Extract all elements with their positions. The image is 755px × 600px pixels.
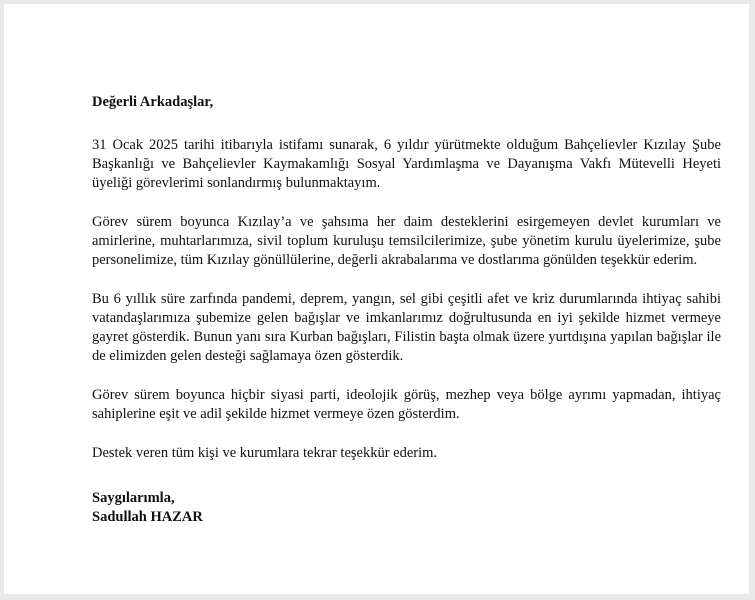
signature-name: Sadullah HAZAR — [92, 509, 203, 525]
paragraph-thanks: Görev sürem boyunca Kızılay’a ve şahsıma her daim desteklerini esirgemeyen devlet kurumları ve amirlerine, muhtarlarımıza, sivil toplum kuruluşu temsilcilerimize, şube yönetim kurulu üyelerimize, şube personelimize, tüm Kızılay gönüllülerine, değerli akrabalarıma ve dostlarıma gönülden teşekkür ederim. — [92, 214, 721, 268]
letter-greeting: Değerli Arkadaşlar, — [92, 94, 214, 110]
paragraph-impartiality: Görev sürem boyunca hiçbir siyasi parti, ideolojik görüş, mezhep veya bölge ayrımı yapmadan, ihtiyaç sahiplerine eşit ve adil şekilde hizmet vermeye özen gösterdim. — [92, 387, 721, 422]
paragraph-final-thanks: Destek veren tüm kişi ve kurumlara tekrar teşekkür ederim. — [92, 445, 438, 461]
signoff-block — [92, 489, 721, 527]
paragraph-resignation: 31 Ocak 2025 tarihi itibarıyla istifamı sunarak, 6 yıldır yürütmekte olduğum Bahçelievler Kızılay Şube Başkanlığı ve Bahçelievler Kaymakamlığı Sosyal Yardımlaşma ve Dayanışma Vakfı Mütevelli Heyeti üyeliği görevlerimi sonlandırmış bulunmaktayım. — [92, 137, 721, 191]
closing-text: Saygılarımla, — [92, 490, 175, 506]
paragraph-services: Bu 6 yıllık süre zarfında pandemi, deprem, yangın, sel gibi çeşitli afet ve kriz durumlarında ihtiyaç sahibi vatandaşlarımıza şubemize gelen bağışlar ve imkanlarımız doğrultusunda en iyi şekilde hizmet vermeye gayret gösterdik. Bunun yanı sıra Kurban bağışları, Filistin başta olmak üzere yurtdışına yapılan bağışlar ile de elimizden gelen desteği sağlamaya özen gösterdik. — [92, 291, 721, 364]
letter-page — [4, 4, 749, 594]
